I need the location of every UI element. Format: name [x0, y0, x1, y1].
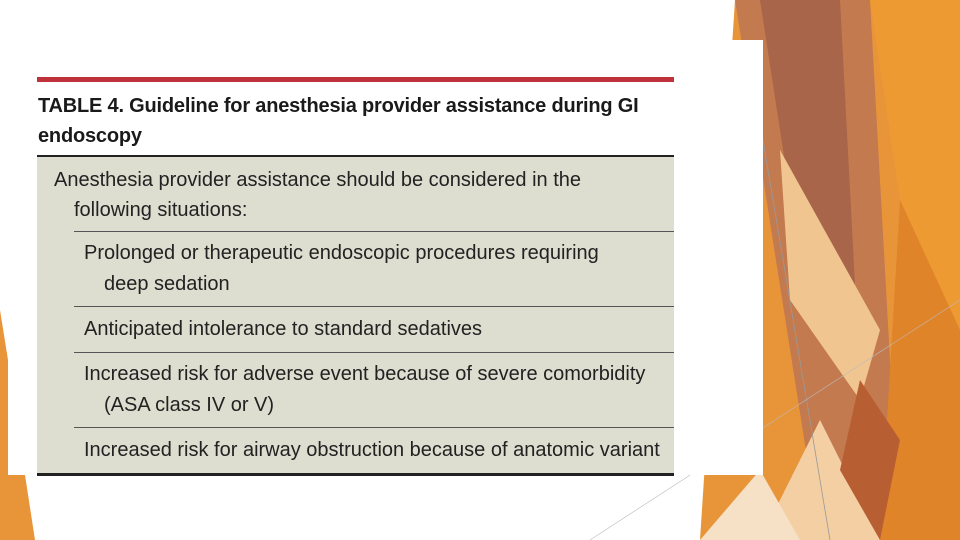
table-body	[37, 155, 674, 476]
table-row-text: Increased risk for airway obstruction because of anatomic variant	[84, 439, 660, 461]
table-row-text-cont: deep sedation	[104, 273, 230, 295]
decor-facet	[0, 310, 8, 475]
table-row-text: Increased risk for adverse event because of severe comorbidity	[84, 363, 646, 385]
table-top-rule	[37, 77, 674, 82]
table-row-text-cont: (ASA class IV or V)	[104, 394, 275, 416]
table-row	[74, 427, 674, 473]
table-row	[74, 306, 674, 352]
guideline-table	[37, 77, 674, 476]
table-intro-line-1: Anesthesia provider assistance should be considered in the	[54, 169, 581, 191]
table-title-line-1: TABLE 4. Guideline for anesthesia provider assistance during GI	[38, 95, 639, 117]
table-intro-line-2: following situations:	[74, 199, 248, 221]
table-row-text: Anticipated intolerance to standard sedatives	[84, 318, 483, 340]
table-title-line-2: endoscopy	[38, 125, 142, 147]
table-row-text: Prolonged or therapeutic endoscopic procedures requiring	[84, 242, 599, 264]
table-row	[74, 231, 674, 306]
decor-facet	[0, 475, 35, 540]
table-title	[38, 91, 674, 151]
table-row	[74, 352, 674, 427]
table-intro	[37, 157, 674, 231]
